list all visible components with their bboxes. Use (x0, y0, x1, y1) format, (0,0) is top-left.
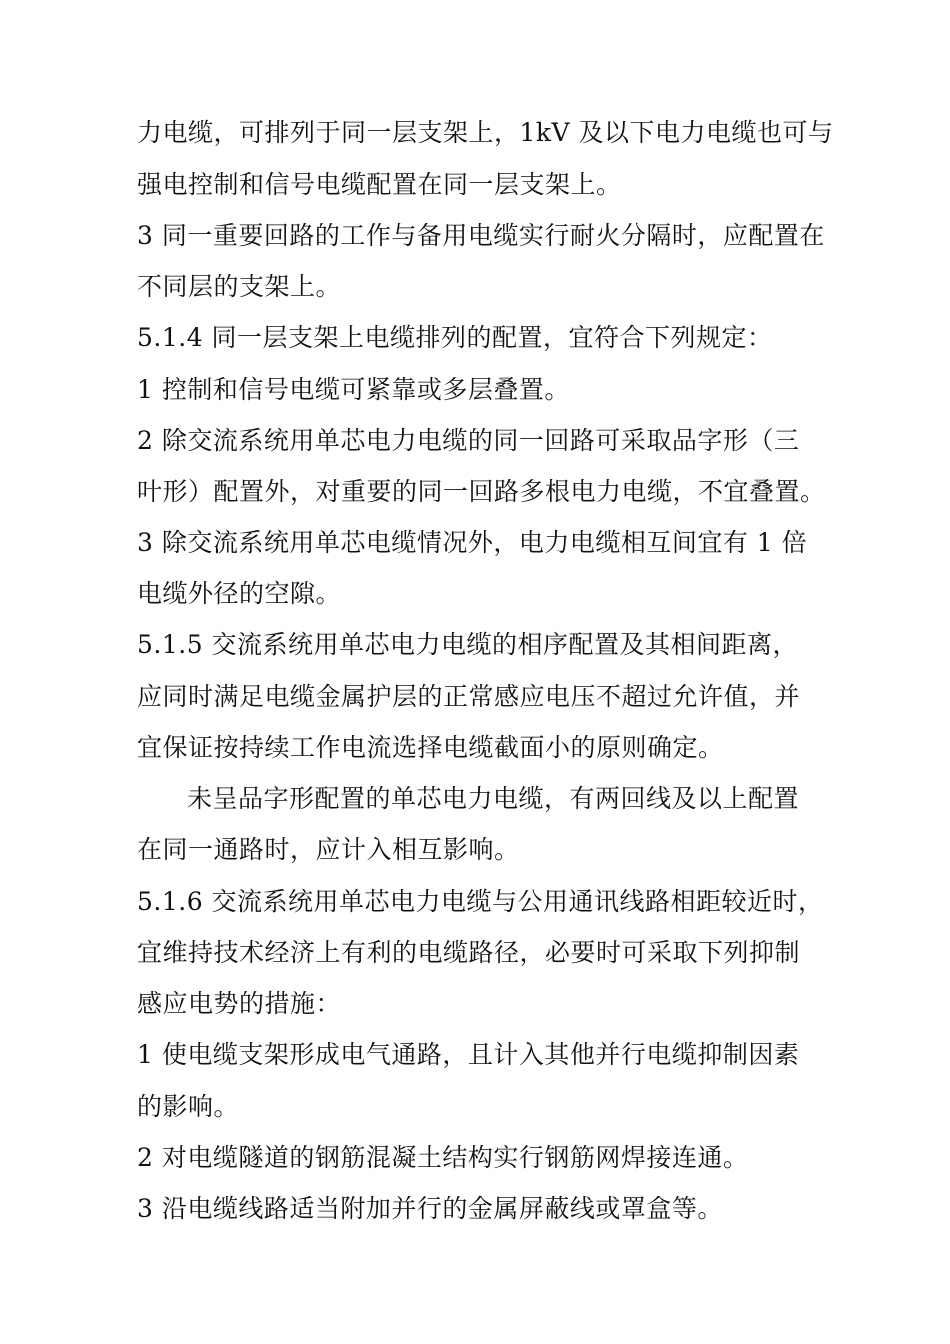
text-line: 3 沿电缆线路适当附加并行的金属屏蔽线或罩盒等。 (137, 1194, 723, 1223)
text-line: 电缆外径的空隙。 (137, 579, 342, 608)
text-line: 未呈品字形配置的单芯电力电缆，有两回线及以上配置 (187, 784, 800, 813)
section-heading-5-1-4: 5.1.4 同一层支架上电缆排列的配置，宜符合下列规定： (137, 323, 773, 352)
text-line: 感应电势的措施： (137, 989, 342, 1018)
text-line: 的影响。 (137, 1092, 240, 1121)
text-line: 力电缆，可排列于同一层支架上，1kV 及以下电力电缆也可与 (137, 118, 834, 147)
text-line: 宜保证按持续工作电流选择电缆截面小的原则确定。 (137, 733, 724, 762)
text-line: 在同一通路时，应计入相互影响。 (137, 835, 520, 864)
text-line: 3 同一重要回路的工作与备用电缆实行耐火分隔时，应配置在 (137, 221, 825, 250)
text-line: 3 除交流系统用单芯电缆情况外，电力电缆相互间宜有 1 倍 (137, 528, 808, 557)
text-line: 宜维持技术经济上有利的电缆路径，必要时可采取下列抑制 (137, 938, 801, 967)
text-line: 强电控制和信号电缆配置在同一层支架上。 (137, 170, 622, 199)
text-line: 1 使电缆支架形成电气通路，且计入其他并行电缆抑制因素 (137, 1040, 800, 1069)
text-line: 叶形）配置外，对重要的同一回路多根电力电缆，不宜叠置。 (137, 477, 826, 506)
section-heading-5-1-5: 5.1.5 交流系统用单芯电力电缆的相序配置及其相间距离， (137, 630, 799, 659)
section-heading-5-1-6: 5.1.6 交流系统用单芯电力电缆与公用通讯线路相距较近时， (137, 887, 824, 916)
text-line: 应同时满足电缆金属护层的正常感应电压不超过允许值，并 (137, 682, 801, 711)
text-line: 1 控制和信号电缆可紧靠或多层叠置。 (137, 375, 570, 404)
text-line: 不同层的支架上。 (137, 272, 342, 301)
text-line: 2 除交流系统用单芯电力电缆的同一回路可采取品字形（三 (137, 426, 800, 455)
text-line: 2 对电缆隧道的钢筋混凝土结构实行钢筋网焊接连通。 (137, 1143, 749, 1172)
